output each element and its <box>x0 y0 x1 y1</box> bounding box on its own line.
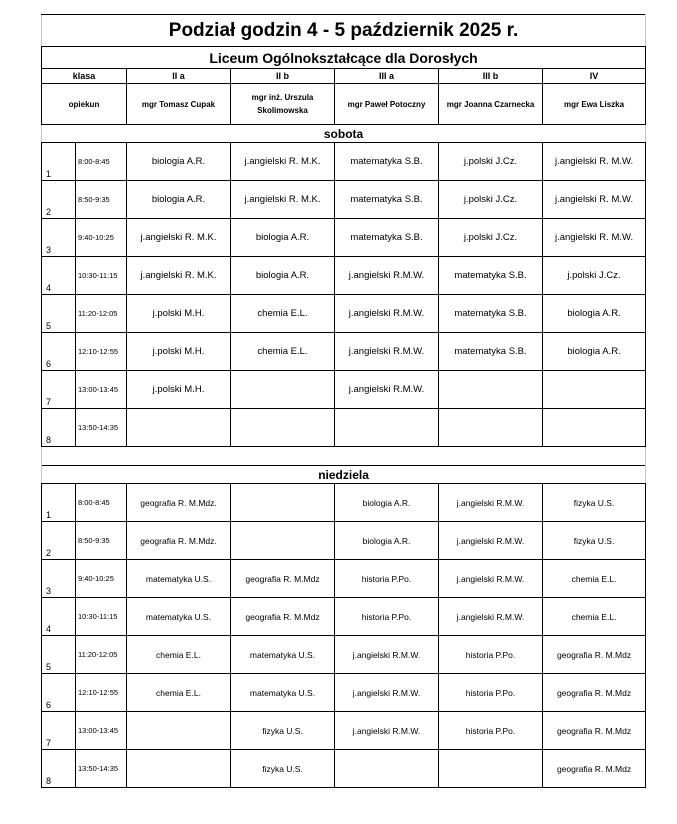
lesson-time: 10:30-11:15 <box>76 257 127 295</box>
lesson-cell: j.polski M.H. <box>127 295 231 333</box>
lesson-time: 8:00-8:45 <box>76 143 127 181</box>
lesson-cell <box>127 409 231 447</box>
teacher-cell: mgr Paweł Potoczny <box>335 84 439 125</box>
lesson-cell: j.angielski R. M.K. <box>127 257 231 295</box>
lesson-cell: j.angielski R. M.K. <box>231 143 335 181</box>
lesson-cell: j.polski J.Cz. <box>439 143 543 181</box>
lesson-time: 13:00-13:45 <box>76 712 127 750</box>
lesson-cell: matematyka S.B. <box>439 295 543 333</box>
lesson-number: 1 <box>42 484 76 522</box>
lesson-cell: fizyka U.S. <box>543 484 646 522</box>
lesson-cell <box>439 371 543 409</box>
lesson-cell: matematyka U.S. <box>231 674 335 712</box>
lesson-cell <box>439 750 543 788</box>
class-header: III a <box>335 69 439 84</box>
lesson-cell: biologia A.R. <box>231 257 335 295</box>
opiekun-label: opiekun <box>42 84 127 125</box>
lesson-cell: j.angielski R.M.W. <box>335 371 439 409</box>
lesson-cell <box>231 371 335 409</box>
table-row <box>42 560 646 598</box>
table-row <box>42 333 646 371</box>
teacher-cell: mgr Joanna Czarnecka <box>439 84 543 125</box>
lesson-cell <box>335 750 439 788</box>
day-header: sobota <box>42 125 646 143</box>
table-row <box>42 219 646 257</box>
table-row <box>42 674 646 712</box>
klasa-label: klasa <box>42 69 127 84</box>
table-row <box>42 371 646 409</box>
lesson-cell: j.angielski R.M.W. <box>335 674 439 712</box>
lesson-cell <box>127 750 231 788</box>
lesson-time: 11:20-12:05 <box>76 295 127 333</box>
lesson-number: 6 <box>42 333 76 371</box>
lesson-cell: matematyka U.S. <box>127 560 231 598</box>
table-row <box>42 522 646 560</box>
lesson-cell: historia P.Po. <box>335 598 439 636</box>
lesson-cell: geografia R. M.Mdz <box>543 712 646 750</box>
lesson-time: 12:10-12:55 <box>76 674 127 712</box>
lesson-cell: j.angielski R.M.W. <box>335 295 439 333</box>
schedule-table <box>41 14 646 788</box>
table-row <box>42 484 646 522</box>
lesson-cell <box>231 522 335 560</box>
lesson-cell: j.angielski R. M.K. <box>127 219 231 257</box>
lesson-cell: matematyka S.B. <box>439 333 543 371</box>
lesson-cell: geografia R. M.Mdz <box>231 598 335 636</box>
table-row <box>42 409 646 447</box>
lesson-number: 5 <box>42 295 76 333</box>
lesson-number: 5 <box>42 636 76 674</box>
lesson-number: 4 <box>42 598 76 636</box>
lesson-cell: j.angielski R.M.W. <box>439 598 543 636</box>
lesson-cell: fizyka U.S. <box>231 750 335 788</box>
lesson-time: 11:20-12:05 <box>76 636 127 674</box>
lesson-cell: j.polski M.H. <box>127 333 231 371</box>
lesson-time: 9:40-10:25 <box>76 219 127 257</box>
lesson-time: 12:10-12:55 <box>76 333 127 371</box>
school-name: Liceum Ogólnokształcące dla Dorosłych <box>42 47 646 69</box>
lesson-cell: j.angielski R.M.W. <box>439 560 543 598</box>
class-header: IV <box>543 69 646 84</box>
table-row <box>42 257 646 295</box>
lesson-time: 9:40-10:25 <box>76 560 127 598</box>
lesson-number: 7 <box>42 712 76 750</box>
lesson-cell: matematyka U.S. <box>231 636 335 674</box>
lesson-cell <box>231 484 335 522</box>
lesson-cell: biologia A.R. <box>231 219 335 257</box>
lesson-cell: geografia R. M.Mdz <box>543 674 646 712</box>
lesson-cell: historia P.Po. <box>439 712 543 750</box>
lesson-number: 1 <box>42 143 76 181</box>
lesson-cell: matematyka U.S. <box>127 598 231 636</box>
lesson-cell: fizyka U.S. <box>543 522 646 560</box>
lesson-cell: j.angielski R. M.K. <box>231 181 335 219</box>
table-row <box>42 295 646 333</box>
lesson-cell: chemia E.L. <box>543 560 646 598</box>
lesson-cell: biologia A.R. <box>127 181 231 219</box>
lesson-cell <box>127 712 231 750</box>
lesson-cell: chemia E.L. <box>127 636 231 674</box>
lesson-cell: j.angielski R.M.W. <box>439 522 543 560</box>
lesson-cell <box>335 409 439 447</box>
lesson-cell: geografia R. M.Mdz <box>543 636 646 674</box>
lesson-time: 13:50-14:35 <box>76 409 127 447</box>
table-row <box>42 750 646 788</box>
lesson-cell: chemia E.L. <box>231 295 335 333</box>
lesson-time: 8:00-8:45 <box>76 484 127 522</box>
lesson-cell: biologia A.R. <box>335 522 439 560</box>
class-header: II b <box>231 69 335 84</box>
lesson-cell: matematyka S.B. <box>335 219 439 257</box>
lesson-number: 8 <box>42 409 76 447</box>
day-header: niedziela <box>42 466 646 484</box>
class-header: II a <box>127 69 231 84</box>
lesson-cell: geografia R. M.Mdz <box>543 750 646 788</box>
lesson-cell: historia P.Po. <box>439 674 543 712</box>
lesson-cell: geografia R. M.Mdz <box>231 560 335 598</box>
class-header: III b <box>439 69 543 84</box>
lesson-cell: j.angielski R. M.W. <box>543 219 646 257</box>
lesson-cell: j.polski J.Cz. <box>439 219 543 257</box>
lesson-cell: j.angielski R. M.W. <box>543 143 646 181</box>
lesson-cell: chemia E.L. <box>127 674 231 712</box>
lesson-cell: matematyka S.B. <box>335 181 439 219</box>
lesson-cell: biologia A.R. <box>543 295 646 333</box>
section-gap <box>42 447 646 466</box>
lesson-number: 3 <box>42 560 76 598</box>
lesson-cell: geografia R. M.Mdz. <box>127 522 231 560</box>
lesson-time: 13:50-14:35 <box>76 750 127 788</box>
teacher-cell: mgr Ewa Liszka <box>543 84 646 125</box>
table-row <box>42 181 646 219</box>
lesson-cell <box>543 409 646 447</box>
lesson-cell: historia P.Po. <box>335 560 439 598</box>
lesson-cell: biologia A.R. <box>127 143 231 181</box>
page-title: Podział godzin 4 - 5 październik 2025 r. <box>42 15 646 47</box>
lesson-cell: fizyka U.S. <box>231 712 335 750</box>
lesson-time: 13:00-13:45 <box>76 371 127 409</box>
lesson-cell: j.angielski R.M.W. <box>335 636 439 674</box>
lesson-time: 10:30-11:15 <box>76 598 127 636</box>
lesson-cell <box>543 371 646 409</box>
teacher-cell: mgr Tomasz Cupak <box>127 84 231 125</box>
lesson-cell: matematyka S.B. <box>335 143 439 181</box>
lesson-cell: j.angielski R.M.W. <box>335 257 439 295</box>
lesson-cell: chemia E.L. <box>543 598 646 636</box>
lesson-number: 6 <box>42 674 76 712</box>
lesson-cell: j.polski M.H. <box>127 371 231 409</box>
lesson-cell: matematyka S.B. <box>439 257 543 295</box>
table-row <box>42 636 646 674</box>
lesson-cell: historia P.Po. <box>439 636 543 674</box>
lesson-cell: geografia R. M.Mdz. <box>127 484 231 522</box>
table-row <box>42 143 646 181</box>
lesson-cell: j.angielski R.M.W. <box>335 333 439 371</box>
table-row <box>42 712 646 750</box>
lesson-time: 8:50-9:35 <box>76 522 127 560</box>
lesson-number: 3 <box>42 219 76 257</box>
lesson-cell <box>439 409 543 447</box>
table-row <box>42 598 646 636</box>
lesson-cell: j.polski J.Cz. <box>439 181 543 219</box>
lesson-cell: biologia A.R. <box>335 484 439 522</box>
lesson-number: 8 <box>42 750 76 788</box>
lesson-cell: j.angielski R.M.W. <box>335 712 439 750</box>
lesson-cell <box>231 409 335 447</box>
lesson-number: 4 <box>42 257 76 295</box>
lesson-cell: j.angielski R. M.W. <box>543 181 646 219</box>
lesson-cell: chemia E.L. <box>231 333 335 371</box>
lesson-number: 7 <box>42 371 76 409</box>
lesson-number: 2 <box>42 522 76 560</box>
lesson-number: 2 <box>42 181 76 219</box>
lesson-cell: j.angielski R.M.W. <box>439 484 543 522</box>
lesson-time: 8:50-9:35 <box>76 181 127 219</box>
lesson-cell: biologia A.R. <box>543 333 646 371</box>
teacher-cell: mgr inż. Urszula Skolimowska <box>231 84 335 125</box>
lesson-cell: j.polski J.Cz. <box>543 257 646 295</box>
